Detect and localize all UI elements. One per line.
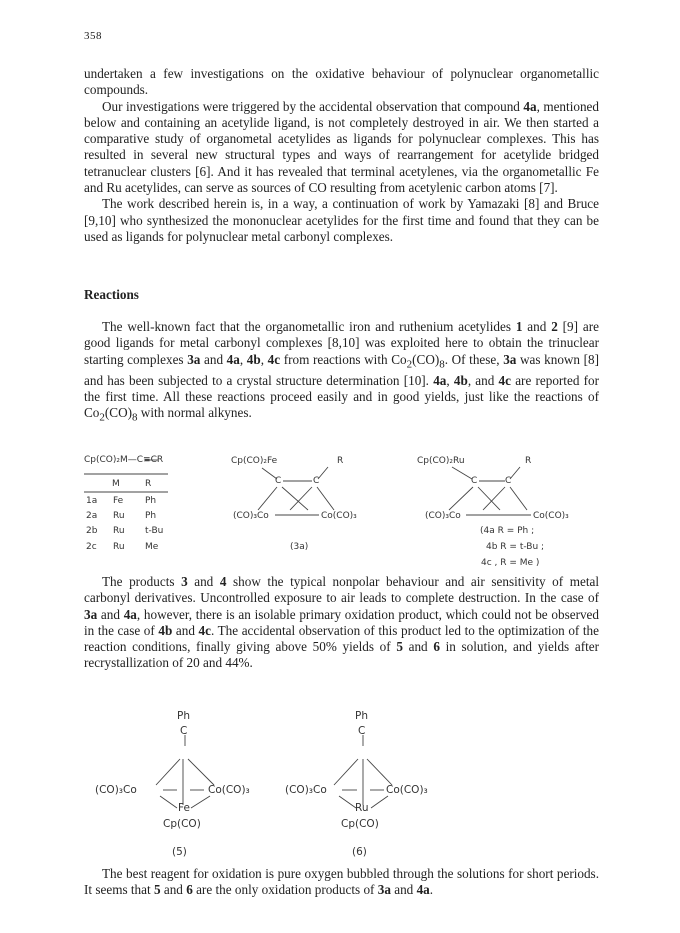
complex-3a-label: (3a) <box>290 542 309 552</box>
paragraph-reactions: The well-known fact that the organometallic iron and ruthenium acetylides 1 and 2 [9] are good ligands for metal carbonyl complexes [8,10] was exploited here to obtain the trinuclear starting complexes 3a and 4a, 4b, 4c from reactions with $Co_2(CO)_8$. Of these, 3a was known [8] and has been subjected to a crystal structure determination [10]. 4a, 4b, and 4c are reported for the first time. All these reactions proceed easily and in good yields, just like the reactions of $Co_2(CO)_8$ with normal alkynes. <box>84 319 600 424</box>
bond-c-co <box>478 487 500 510</box>
table-row-id: 2a <box>86 511 98 521</box>
table-row-id: 2c <box>86 542 97 552</box>
table-row-substituent: Me <box>145 542 159 552</box>
bond-ru-c <box>452 467 472 479</box>
complex-3a-co-left: (CO)₃Co <box>233 511 269 521</box>
bond-c-co <box>282 487 308 510</box>
table-row-metal: Ru <box>113 511 125 521</box>
bond-fe-c <box>262 468 277 479</box>
compound-6-label: (6) <box>352 846 367 858</box>
paragraph-3: The work described herein is, in a way, a continuation of work by Yamazaki [8] and Bruce [9,10] who synthesized the mononuclear acetylides for the first time and found that they can be used as ligands for polynuclear metal carbonyl complexes. <box>84 196 599 244</box>
compound-6-co-right: Co(CO)₃ <box>386 784 428 796</box>
complex-4-label: 4b R = t-Bu ; <box>486 542 545 552</box>
compound-6-carbon: C <box>358 725 366 737</box>
bond-r-c <box>510 467 520 479</box>
section-heading: Reactions <box>84 287 139 302</box>
compound-5-phenyl: Ph <box>177 710 190 722</box>
complex-3a-carbon-left: C <box>275 476 282 486</box>
complex-3a-co-right: Co(CO)₃ <box>321 511 357 521</box>
bond-c-co <box>483 487 505 510</box>
bond-c-co <box>317 487 334 510</box>
compound-5-co-left: (CO)₃Co <box>95 784 137 796</box>
table-header-r: R <box>145 479 152 489</box>
table-row-substituent: Ph <box>145 511 157 521</box>
compound-6-phenyl: Ph <box>355 710 368 722</box>
compound-5-metal: Fe <box>178 802 190 814</box>
table-row-metal: Ru <box>113 526 125 536</box>
complex-4-label: 4c , R = Me ) <box>481 558 540 568</box>
complex-4-carbon-right: C <box>505 476 512 486</box>
oxidation-text <box>84 866 599 899</box>
paragraph-oxidation: The best reagent for oxidation is pure oxygen bubbled through the solutions for short periods. It seems that 5 and 6 are the only oxidation products of 3a and 4a. <box>84 866 599 898</box>
paragraph-products: The products 3 and 4 show the typical nonpolar behaviour and air sensitivity of metal carbonyl derivatives. Uncontrolled exposure to air leads to complete destruction. In the case of 3a and 4a, however, there is an isolable primary oxidation product, which could not be observed in the case of 4b and 4c. The accidental observation of this product led to the optimization of the reaction conditions, finally giving above 50% yields of 5 and 6 in solution, and yields after recrystallization of 20 and 44%. <box>84 574 600 671</box>
products-text <box>84 574 599 672</box>
complex-4-carbon-left: C <box>471 476 478 486</box>
complex-4-r-group: R <box>525 456 532 466</box>
table-row-substituent: t-Bu <box>145 526 164 536</box>
table-row-metal: Fe <box>113 496 124 506</box>
paragraph-2: Our investigations were triggered by the accidental observation that compound 4a, mentioned below and containing an acetylide ligand, is not completely destroyed in air. We then started a comparative study of organometal acetylides as ligands for polynuclear complexes. This has resulted in several new structural types and ways of rearrangement for acetylide bridged tetranuclear clusters [6]. And it has revealed that terminal acetylenes, via the organometallic Fe and Ru acetylides, can serve as sources of CO resulting from acetylenic carbon atoms [7]. <box>84 98 599 196</box>
complex-4-label: (4a R = Ph ; <box>480 526 535 536</box>
table-row-metal: Ru <box>113 542 125 552</box>
complex-3a-fe-group: Cp(CO)₂Fe <box>231 456 278 466</box>
compound-5-co-right: Co(CO)₃ <box>208 784 250 796</box>
paragraph-1: undertaken a few investigations on the oxidative behaviour of polynuclear organometallic compounds. <box>84 66 599 98</box>
complex-4-co-right: Co(CO)₃ <box>533 511 569 521</box>
bond-r-c <box>318 467 328 479</box>
bond-c-co <box>510 487 527 510</box>
complex-4-ru-group: Cp(CO)₂Ru <box>417 456 465 466</box>
compound-6-cp: Cp(CO) <box>341 818 379 830</box>
bond-c-co <box>258 487 277 510</box>
compound-5-label: (5) <box>172 846 187 858</box>
complex-3a-r-group: R <box>337 456 344 466</box>
compound-5-cp: Cp(CO) <box>163 818 201 830</box>
compound-5-carbon: C <box>180 725 188 737</box>
bond-c-co <box>290 487 312 510</box>
complex-4-co-left: (CO)₃Co <box>425 511 461 521</box>
acetylide-formula: Cp(CO)₂M—C≡CR <box>84 455 164 465</box>
page-number: 358 <box>84 30 102 42</box>
complex-3a-carbon-right: C <box>313 476 320 486</box>
bond-c-co <box>449 487 473 510</box>
table-header-m: M <box>112 479 120 489</box>
compound-6-co-left: (CO)₃Co <box>285 784 327 796</box>
table-row-id: 1a <box>86 496 98 506</box>
compound-6-metal: Ru <box>355 802 369 814</box>
table-row-substituent: Ph <box>145 496 157 506</box>
table-row-id: 2b <box>86 526 98 536</box>
